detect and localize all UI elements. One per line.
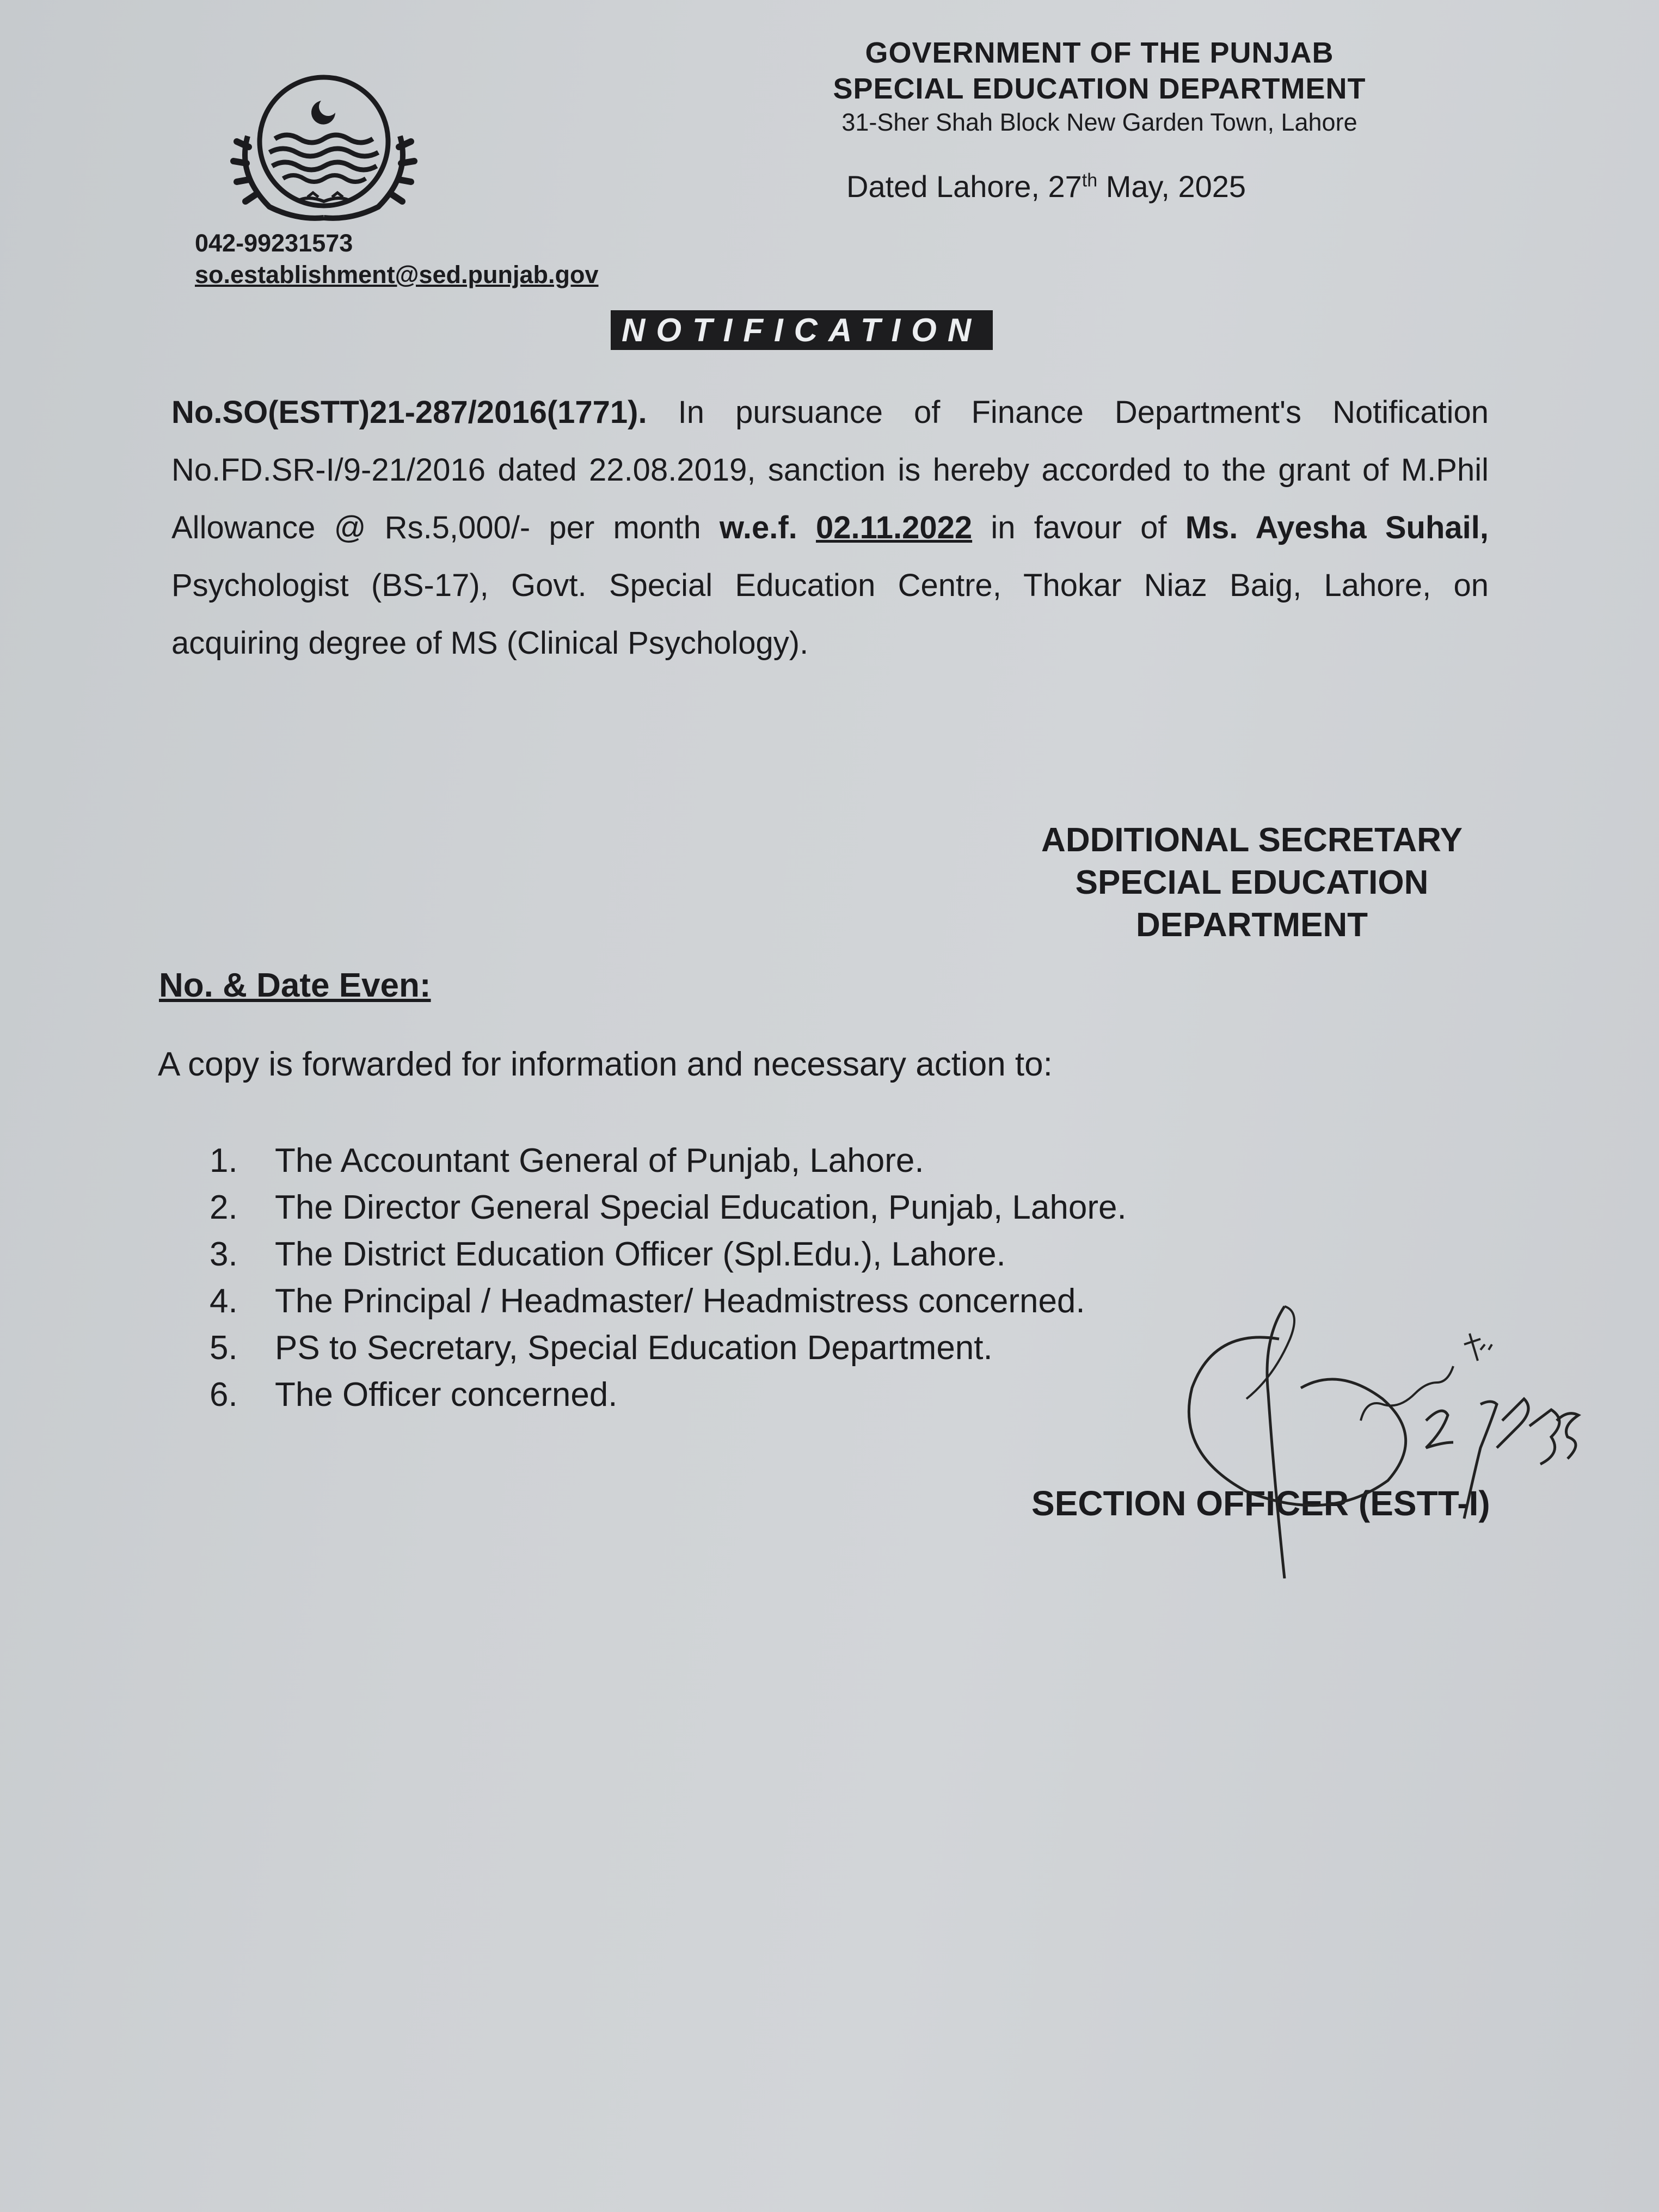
- department-title: SPECIAL EDUCATION DEPARTMENT: [833, 72, 1366, 105]
- wef-label: w.e.f.: [719, 510, 797, 545]
- letterhead: [762, 35, 1437, 138]
- list-text: PS to Secretary, Special Education Department.: [275, 1329, 993, 1367]
- email-address: so.establishment@sed.punjab.gov: [195, 261, 599, 288]
- notification-title: NOTIFICATION: [611, 310, 993, 350]
- government-title: GOVERNMENT OF THE PUNJAB: [865, 36, 1334, 69]
- list-text: The District Education Officer (Spl.Edu.), Lahore.: [275, 1236, 1006, 1273]
- handwritten-signature: [1176, 1295, 1611, 1578]
- signatory-block: [991, 819, 1513, 947]
- list-number: 5.: [210, 1329, 238, 1367]
- list-number: 1.: [210, 1142, 238, 1179]
- punjab-government-seal-logo: [215, 71, 433, 229]
- wef-date: 02.11.2022: [816, 510, 973, 545]
- reference-number: No.SO(ESTT)21-287/2016(1771).: [171, 395, 647, 430]
- body-part2: in favour of: [972, 510, 1185, 545]
- department-address: 31-Sher Shah Block New Garden Town, Lahore: [841, 108, 1357, 136]
- date-suffix: May, 2025: [1097, 169, 1246, 204]
- phone-number: 042-99231573: [195, 229, 353, 257]
- date-ordinal: th: [1082, 170, 1098, 191]
- copy-forwarded-line: A copy is forwarded for information and necessary action to:: [158, 1046, 1053, 1083]
- list-item: [210, 1372, 1127, 1418]
- list-item: [210, 1231, 1127, 1278]
- no-date-even-heading: No. & Date Even:: [159, 967, 431, 1004]
- list-text: The Officer concerned.: [275, 1376, 618, 1414]
- body-part3: Psychologist (BS-17), Govt. Special Education Centre, Thokar Niaz Baig, Lahore, on acquiring degree of MS (Clinical Psychology).: [171, 568, 1489, 661]
- recipient-list: [210, 1138, 1127, 1418]
- employee-name: Ms. Ayesha Suhail,: [1185, 510, 1489, 545]
- list-text: The Accountant General of Punjab, Lahore.: [275, 1142, 924, 1179]
- signatory-line1: ADDITIONAL SECRETARY: [1041, 821, 1463, 859]
- date-prefix: Dated Lahore, 27: [846, 169, 1082, 204]
- list-number: 4.: [210, 1282, 238, 1320]
- list-number: 2.: [210, 1189, 238, 1226]
- list-item: [210, 1184, 1127, 1231]
- body-part1: In pursuance of Finance Department's Notification No.FD.SR-I/9-21/2016 dated 22.08.2019, sanction is hereby accorded to the grant of M.Phil Allowance @ Rs.5,000/- per month: [171, 395, 1489, 545]
- list-number: 3.: [210, 1236, 238, 1273]
- section-officer-title: SECTION OFFICER (ESTT-I): [1031, 1484, 1490, 1523]
- list-item: [210, 1325, 1127, 1372]
- contact-block: [195, 228, 599, 291]
- signatory-line2: SPECIAL EDUCATION: [1075, 864, 1429, 901]
- list-item: [210, 1278, 1127, 1325]
- signatory-line3: DEPARTMENT: [1136, 906, 1368, 944]
- list-text: The Principal / Headmaster/ Headmistress concerned.: [275, 1282, 1085, 1320]
- notification-body: [171, 384, 1489, 672]
- dated-line: [846, 169, 1246, 204]
- list-number: 6.: [210, 1376, 238, 1414]
- list-item: [210, 1138, 1127, 1184]
- list-text: The Director General Special Education, Punjab, Lahore.: [275, 1189, 1127, 1226]
